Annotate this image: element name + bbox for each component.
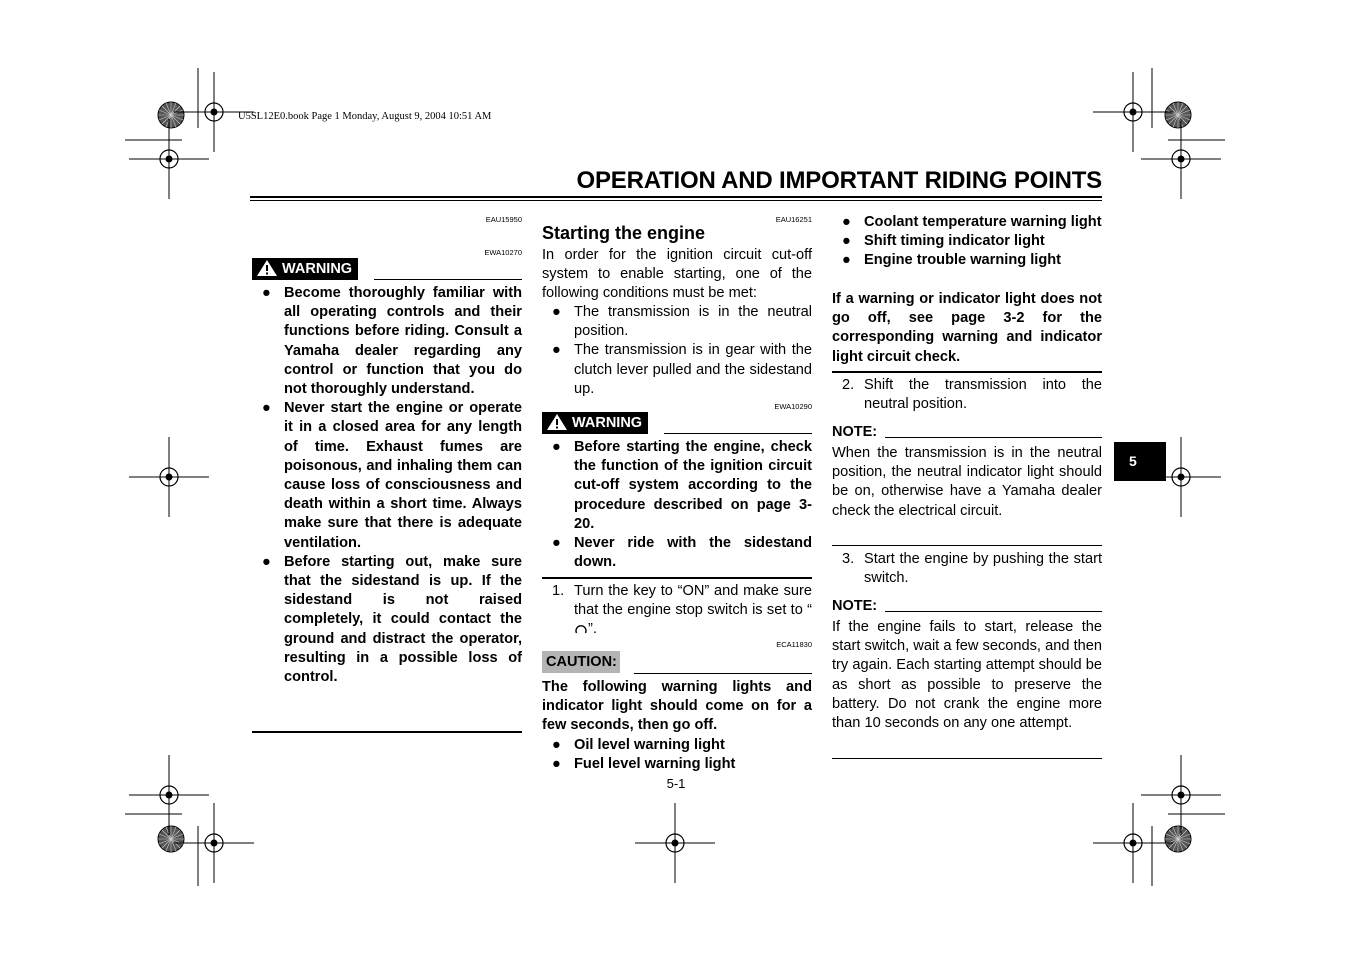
warning-end-rule xyxy=(542,577,812,579)
note-end-rule xyxy=(832,758,1102,759)
ref-code: EAU16251 xyxy=(775,215,812,224)
caution-text: The following warning lights and indicator light should come on for a few seconds, then go off. xyxy=(542,679,812,734)
bullet-icon: ● xyxy=(552,756,561,773)
bullet-text: Never start the engine or operate it in a closed area for any length of time. Exhaust fumes are poisonous, and inhaling them can cause loss of consciousness and death within a short time. Always make sure that there is adequate ventilation. xyxy=(284,400,522,551)
ref-code: EWA10290 xyxy=(774,402,812,411)
list-item xyxy=(542,534,812,572)
list-item xyxy=(832,213,1102,232)
bullet-icon: ● xyxy=(262,400,271,417)
note-rule xyxy=(885,611,1102,612)
step-text-end: ”. xyxy=(588,621,597,638)
bullet-icon: ● xyxy=(552,535,561,552)
note-end-rule xyxy=(832,545,1102,546)
caution-badge xyxy=(542,651,620,673)
step-number: 3. xyxy=(842,551,855,567)
list-item xyxy=(252,553,522,687)
bullet-icon: ● xyxy=(552,342,561,359)
warning-list xyxy=(542,438,812,572)
note-rule xyxy=(885,437,1102,438)
note-label: NOTE: xyxy=(832,424,878,440)
note-label: NOTE: xyxy=(832,598,878,614)
warning-badge xyxy=(252,258,358,280)
caution-label: CAUTION: xyxy=(542,651,620,673)
bullet-icon: ● xyxy=(552,737,561,753)
lights-list xyxy=(832,213,1102,271)
list-item xyxy=(832,251,1102,270)
list-item xyxy=(542,755,812,774)
bullet-text: Never ride with the sidestand down. xyxy=(574,535,812,571)
bullet-text: Before starting the engine, check the function of the ignition circuit cut-off system according to the procedure described on page 3-20. xyxy=(574,439,812,532)
conditions-list xyxy=(542,303,812,399)
list-item xyxy=(252,284,522,399)
bullet-text: Shift timing indicator light xyxy=(864,233,1045,250)
caution-rule xyxy=(634,673,812,674)
warning-rule xyxy=(664,433,812,434)
list-item xyxy=(542,438,812,534)
warning-rule xyxy=(374,279,522,280)
bullet-text: Engine trouble warning light xyxy=(864,252,1062,269)
list-item xyxy=(542,303,812,341)
section-title: OPERATION AND IMPORTANT RIDING POINTS xyxy=(576,167,1102,194)
list-item xyxy=(542,736,812,755)
warning-label: WARNING xyxy=(282,261,353,277)
bullet-icon: ● xyxy=(842,214,851,230)
bullet-icon: ● xyxy=(262,285,271,301)
ref-code: EWA10270 xyxy=(484,248,522,257)
subsection-heading: Starting the engine xyxy=(542,223,706,243)
step-number: 1. xyxy=(552,583,565,599)
warning-triangle-icon xyxy=(546,413,568,431)
warning-list xyxy=(252,284,522,687)
note-text: When the transmission is in the neutral position, the neutral indicator light should be on, otherwise have a Yamaha dealer check the electrical circuit. xyxy=(832,445,1102,519)
note-text: If the engine fails to start, release the start switch, wait a few seconds, and then try again. Each starting attempt should be as short as possible to preserve the battery. Do not crank the engine more than 10 seconds on any one attempt. xyxy=(832,619,1102,732)
list-item xyxy=(832,232,1102,251)
bullet-text: Fuel level warning light xyxy=(574,756,736,773)
ref-code: ECA11830 xyxy=(776,640,812,649)
engine-run-icon xyxy=(574,621,588,635)
step-text: Turn the key to “ON” and make sure that the engine stop switch is set to “ xyxy=(574,583,812,619)
title-rule-thin xyxy=(250,200,1102,201)
step-text: Shift the transmission into the neutral position. xyxy=(864,377,1102,413)
bullet-text: The transmission is in gear with the clutch lever pulled and the sidestand up. xyxy=(574,342,812,397)
title-rule xyxy=(250,196,1102,198)
list-item xyxy=(252,399,522,553)
warning-triangle-icon xyxy=(256,259,278,277)
bullet-icon: ● xyxy=(842,233,851,250)
ref-code: EAU15950 xyxy=(485,215,522,224)
step-text: Start the engine by pushing the start switch. xyxy=(864,551,1102,587)
bullet-icon: ● xyxy=(552,439,561,455)
warning-label: WARNING xyxy=(572,415,643,431)
intro-paragraph: In order for the ignition circuit cut-off system to enable starting, one of the following conditions must be met: xyxy=(542,247,812,302)
warning-end-rule xyxy=(252,731,522,733)
warning-badge xyxy=(542,412,648,434)
book-info-line: U5SL12E0.book Page 1 Monday, August 9, 2004 10:51 AM xyxy=(238,111,492,122)
bullet-icon: ● xyxy=(552,304,561,320)
bullet-text: The transmission is in the neutral position. xyxy=(574,304,812,340)
step-1 xyxy=(542,582,812,640)
bullet-icon: ● xyxy=(262,553,271,570)
caution-text: If a warning or indicator light does not go off, see page 3-2 for the corresponding warning and indicator light circuit check. xyxy=(832,291,1102,365)
lights-list xyxy=(542,736,812,774)
caution-end-rule xyxy=(832,371,1102,373)
bullet-icon: ● xyxy=(842,252,851,269)
bullet-text: Become thoroughly familiar with all operating controls and their functions before riding. Consult a Yamaha dealer regarding any control or function that you do not thoroughly understand. xyxy=(284,285,522,398)
bullet-text: Coolant temperature warning light xyxy=(864,214,1102,230)
page-number: 5-1 xyxy=(666,776,686,791)
chapter-tab: 5 xyxy=(1114,442,1166,481)
step-number: 2. xyxy=(842,377,855,393)
step-3 xyxy=(832,550,1102,588)
list-item xyxy=(542,341,812,399)
bullet-text: Oil level warning light xyxy=(574,737,725,753)
step-2 xyxy=(832,376,1102,414)
bullet-text: Before starting out, make sure that the sidestand is up. If the sidestand is not raised completely, it could contact the ground and distract the operator, resulting in a possible loss of control. xyxy=(284,553,522,686)
